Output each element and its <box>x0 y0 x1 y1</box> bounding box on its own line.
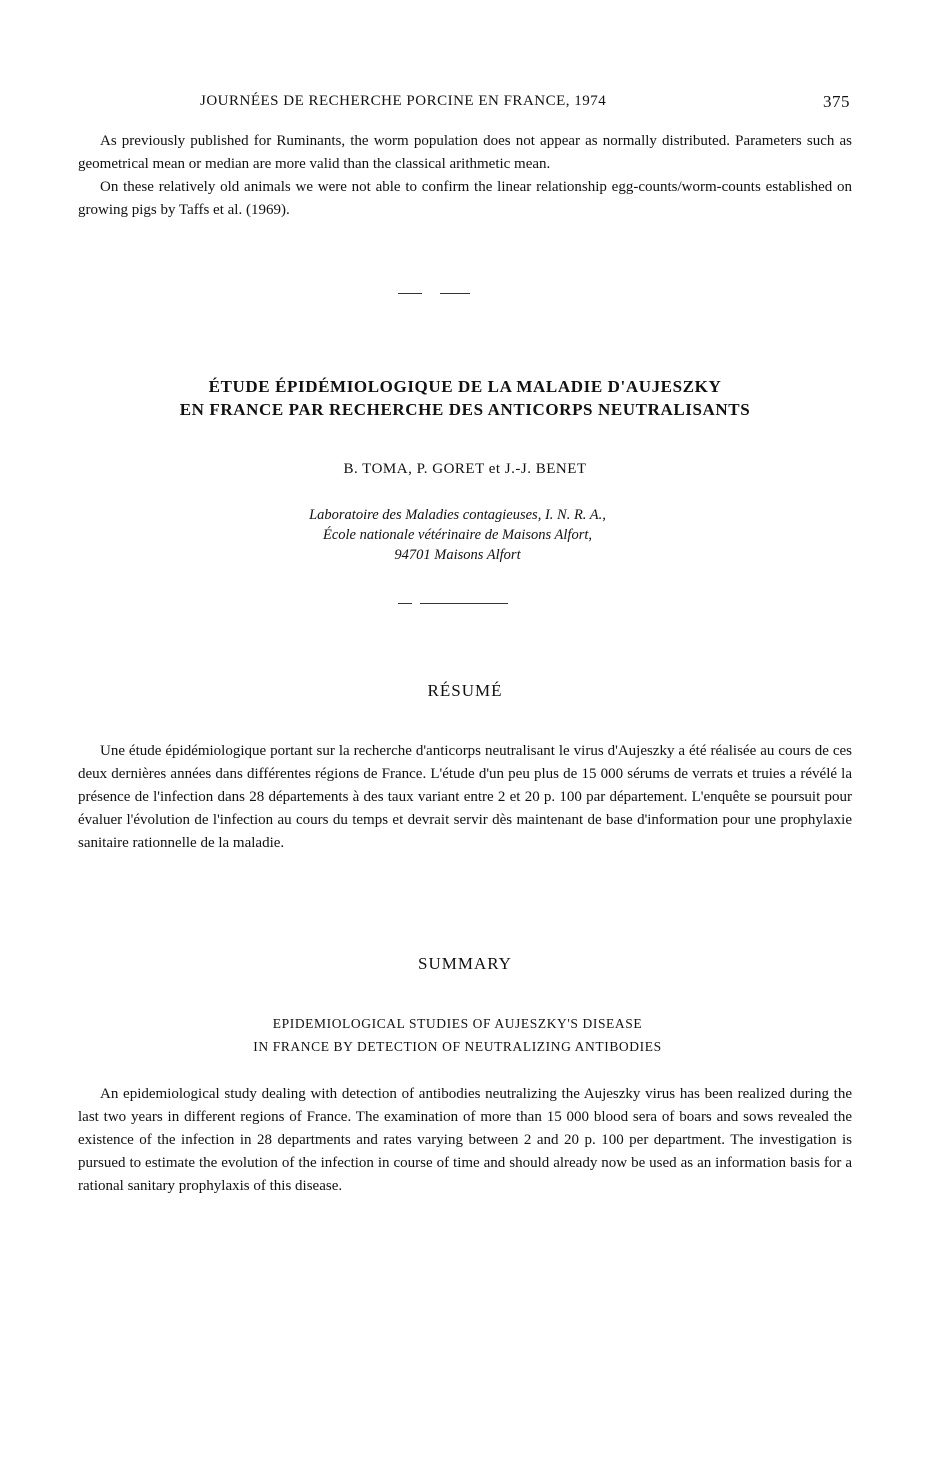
authors: B. TOMA, P. GORET et J.-J. BENET <box>343 461 587 477</box>
summary-subtitle <box>0 1012 915 1058</box>
affiliation-line-2: École nationale vétérinaire de Maisons Alfort, <box>322 527 592 543</box>
running-title: JOURNÉES DE RECHERCHE PORCINE EN FRANCE, 1974 <box>200 93 607 109</box>
article-title-line-1: ÉTUDE ÉPIDÉMIOLOGIQUE DE LA MALADIE D'AUJESZKY <box>208 377 722 396</box>
affiliation-line-1: Laboratoire des Maladies contagieuses, I. N. R. A., <box>309 507 606 523</box>
intro-paragraph-2: On these relatively old animals we were not able to confirm the linear relationship egg-counts/worm-counts established on growing pigs by Taffs et al. (1969). <box>78 179 852 218</box>
article-title-line-2: EN FRANCE PAR RECHERCHE DES ANTICORPS NEUTRALISANTS <box>179 400 751 419</box>
affiliation <box>0 505 915 565</box>
separator-rule <box>420 603 508 604</box>
summary-subtitle-line-2: IN FRANCE BY DETECTION OF NEUTRALIZING ANTIBODIES <box>253 1039 662 1054</box>
summary-text <box>78 1083 852 1198</box>
running-header <box>200 93 850 110</box>
resume-heading: RÉSUMÉ <box>427 681 503 700</box>
separator-rule <box>398 603 412 604</box>
summary-heading: SUMMARY <box>418 954 512 973</box>
summary-subtitle-line-1: EPIDEMIOLOGICAL STUDIES OF AUJESZKY'S DISEASE <box>272 1016 643 1031</box>
separator-rule <box>398 293 422 294</box>
article-title <box>78 375 852 421</box>
separator-rule <box>440 293 470 294</box>
resume-text <box>78 740 852 855</box>
intro-text <box>78 130 852 222</box>
resume-paragraph: Une étude épidémiologique portant sur la recherche d'anticorps neutralisant le virus d'Aujeszky a été réalisée au cours de ces deux dernières années dans différentes régions de France. L'étude d'un peu plus de 15 000 sérums de verrats et truies a révélé la présence de l'infection dans 28 départements à des taux variant entre 2 et 20 p. 100 par département. L'enquête se poursuit pour évaluer l'évolution de l'infection au cours du temps et devrait servir dès maintenant de base d'information pour une prophylaxie sanitaire rationnelle de la maladie. <box>78 743 852 851</box>
intro-paragraph-1: As previously published for Ruminants, the worm population does not appear as normally distributed. Parameters such as geometrical mean or median are more valid than the classical arithmetic mean. <box>78 133 852 172</box>
summary-paragraph: An epidemiological study dealing with detection of antibodies neutralizing the Aujeszky virus has been realized during the last two years in different regions of France. The examination of more than 15 000 blood sera of boars and sows revealed the existence of the infection in 28 departments and rates varying between 2 and 20 p. 100 per department. The investigation is pursued to estimate the evolution of the infection in course of time and should already now be used as an information basis for a rational sanitary prophylaxis of this disease. <box>78 1086 852 1194</box>
affiliation-line-3: 94701 Maisons Alfort <box>394 547 521 563</box>
page-number: 375 <box>823 92 850 111</box>
